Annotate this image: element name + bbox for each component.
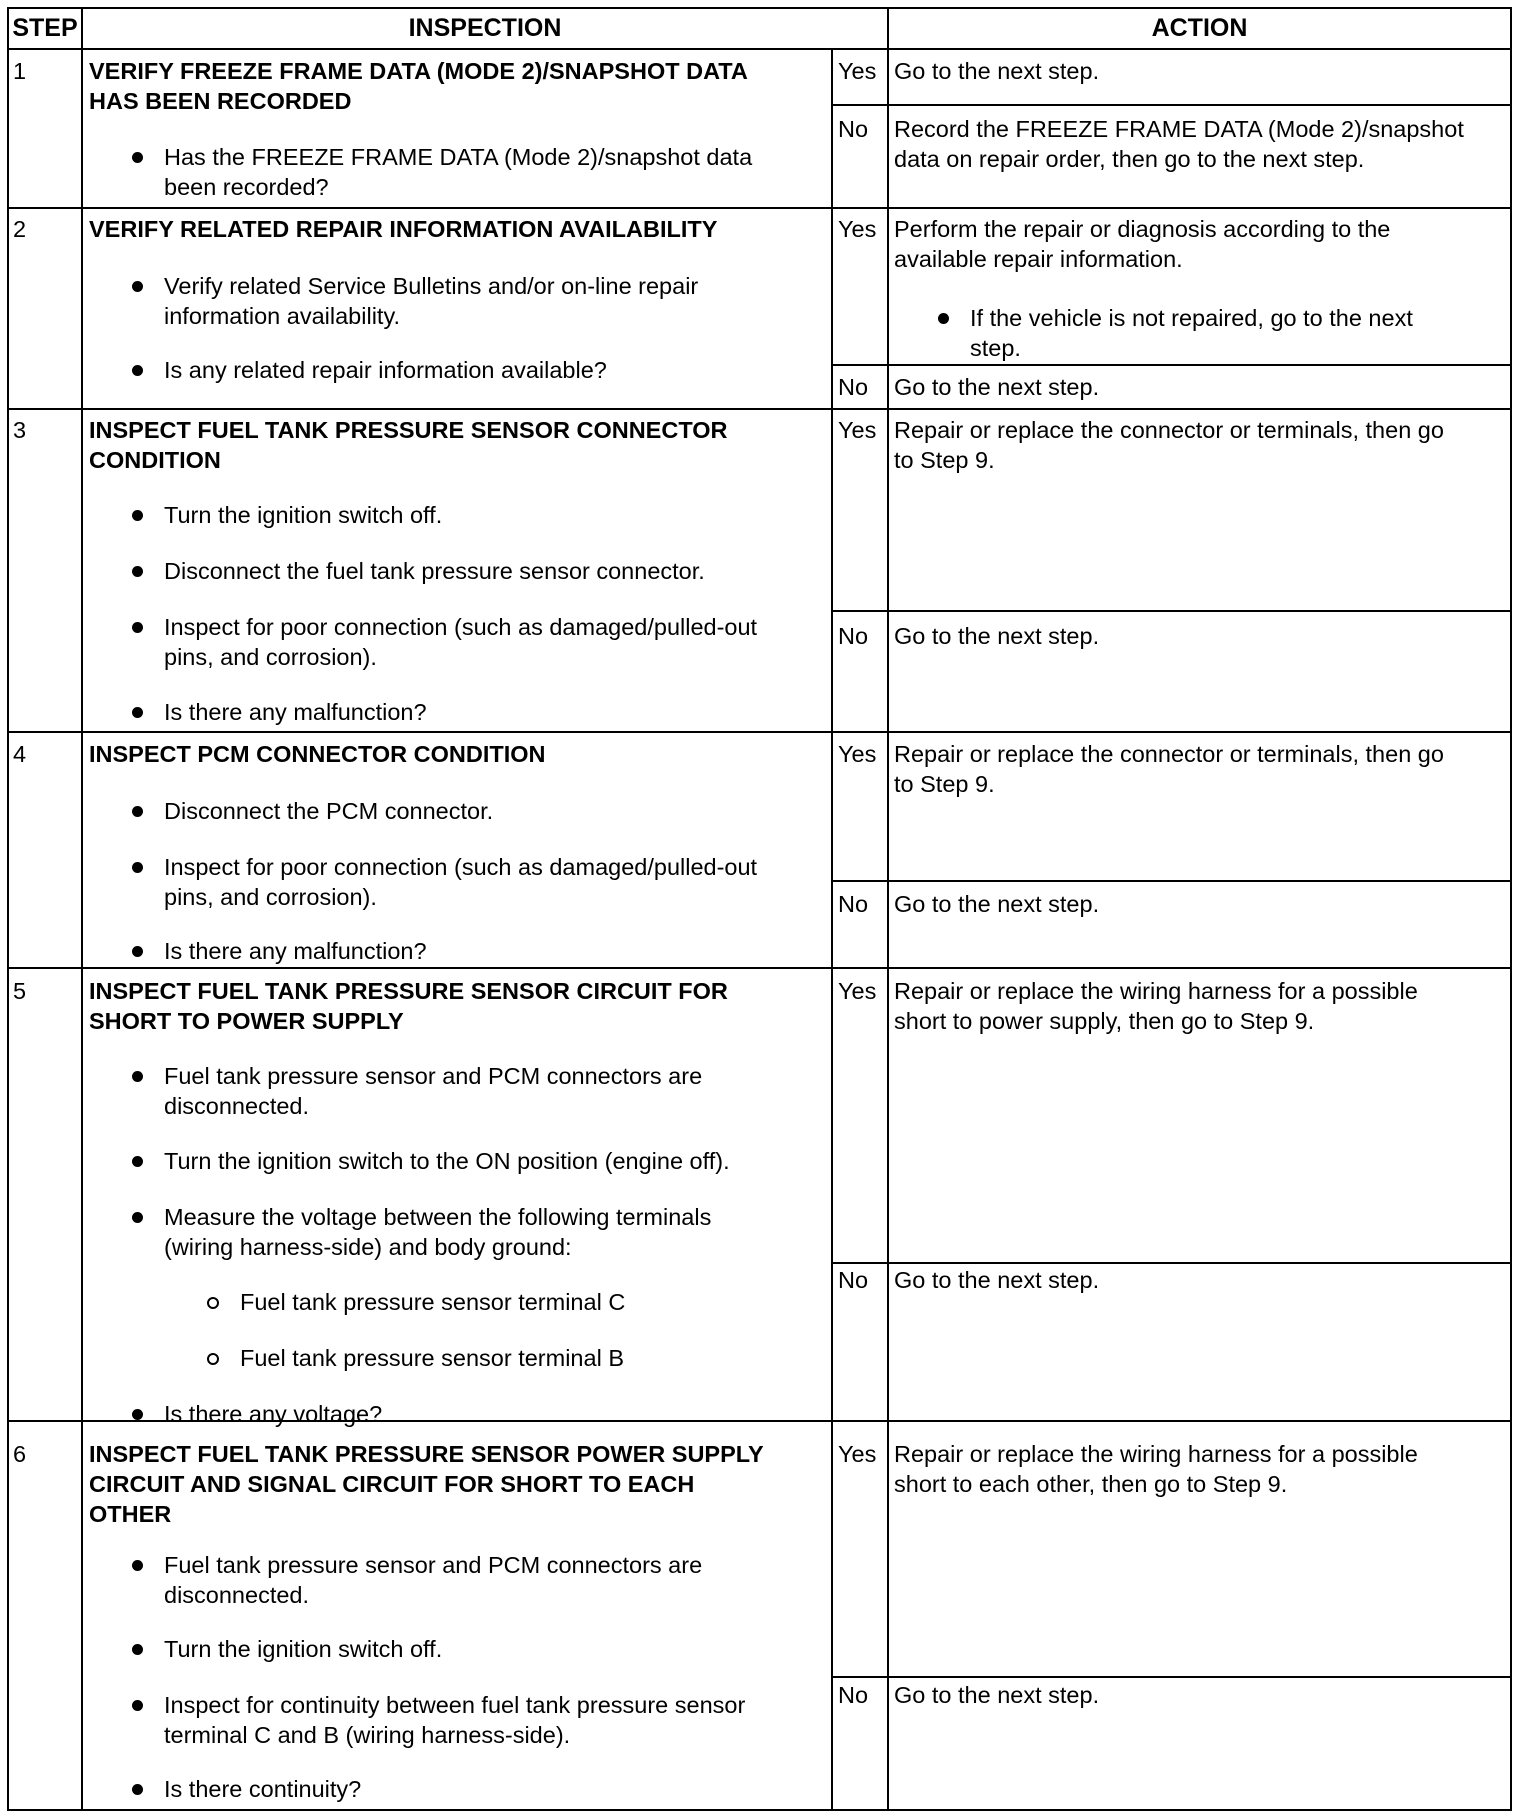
bullet-text: Is there any malfunction? <box>164 938 427 964</box>
bullet-text: pins, and corrosion). <box>164 884 377 910</box>
yes-no-divider <box>831 104 1512 106</box>
yes-action-text: short to each other, then go to Step 9. <box>894 1471 1288 1497</box>
yes-action-text: to Step 9. <box>894 771 995 797</box>
bullet-text: Is there any voltage? <box>164 1401 383 1427</box>
bullet-text: Inspect for poor connection (such as damaged/pulled-out <box>164 854 758 880</box>
step-title: CIRCUIT AND SIGNAL CIRCUIT FOR SHORT TO EACH <box>89 1471 695 1497</box>
bullet-text: Inspect for continuity between fuel tank pressure sensor <box>164 1692 746 1718</box>
bullet-icon <box>132 1409 143 1420</box>
yes-action-text: available repair information. <box>894 246 1183 272</box>
bullet-icon <box>132 806 143 817</box>
bullet-text: Disconnect the fuel tank pressure sensor connector. <box>164 558 705 584</box>
yes-no-divider <box>831 610 1512 612</box>
row-divider <box>7 731 1512 733</box>
yes-label: Yes <box>838 58 877 84</box>
row-divider <box>7 967 1512 969</box>
bullet-text: Is there any malfunction? <box>164 699 427 725</box>
bullet-text: Turn the ignition switch to the ON position (engine off). <box>164 1148 730 1174</box>
step-number: 1 <box>13 58 27 84</box>
bullet-text: (wiring harness-side) and body ground: <box>164 1234 572 1260</box>
bullet-icon <box>132 707 143 718</box>
column-divider-yesno <box>831 48 833 1811</box>
bullet-icon <box>132 862 143 873</box>
yes-no-divider <box>831 364 1512 366</box>
bullet-icon <box>132 622 143 633</box>
step-title: CONDITION <box>89 447 221 473</box>
header-action: ACTION <box>1151 13 1248 42</box>
yes-no-divider <box>831 880 1512 882</box>
bullet-text: Disconnect the PCM connector. <box>164 798 494 824</box>
yes-no-divider <box>831 1676 1512 1678</box>
yes-action-text: Repair or replace the wiring harness for a possible <box>894 978 1418 1004</box>
no-action-text: data on repair order, then go to the next step. <box>894 146 1365 172</box>
header-inspection: INSPECTION <box>408 13 562 42</box>
bullet-text: Has the FREEZE FRAME DATA (Mode 2)/snapshot data <box>164 144 753 170</box>
bullet-text: Inspect for poor connection (such as damaged/pulled-out <box>164 614 758 640</box>
step-title: INSPECT PCM CONNECTOR CONDITION <box>89 741 546 767</box>
no-action-text: Go to the next step. <box>894 374 1100 400</box>
bullet-icon <box>938 313 949 324</box>
bullet-text: Turn the ignition switch off. <box>164 502 443 528</box>
bullet-icon <box>132 1156 143 1167</box>
sub-bullet-icon <box>207 1297 219 1309</box>
yes-label: Yes <box>838 417 877 443</box>
bullet-text: Measure the voltage between the following terminals <box>164 1204 712 1230</box>
no-label: No <box>838 1682 869 1708</box>
step-title: INSPECT FUEL TANK PRESSURE SENSOR POWER SUPPLY <box>89 1441 764 1467</box>
row-divider <box>7 207 1512 209</box>
bullet-icon <box>132 566 143 577</box>
bullet-text: Turn the ignition switch off. <box>164 1636 443 1662</box>
row-divider <box>7 408 1512 410</box>
sub-bullet-text: Fuel tank pressure sensor terminal B <box>240 1345 624 1371</box>
bullet-text: disconnected. <box>164 1093 310 1119</box>
step-number: 4 <box>13 741 27 767</box>
step-number: 5 <box>13 978 27 1004</box>
column-divider-action <box>887 7 889 1811</box>
bullet-text: information availability. <box>164 303 400 329</box>
bullet-icon <box>132 281 143 292</box>
no-action-text: Go to the next step. <box>894 623 1100 649</box>
yes-action-text: Perform the repair or diagnosis according to the <box>894 216 1391 242</box>
no-label: No <box>838 116 869 142</box>
bullet-text: pins, and corrosion). <box>164 644 377 670</box>
bullet-text: Verify related Service Bulletins and/or on-line repair <box>164 273 699 299</box>
bullet-icon <box>132 510 143 521</box>
no-action-text: Record the FREEZE FRAME DATA (Mode 2)/snapshot <box>894 116 1464 142</box>
yes-action-text: Go to the next step. <box>894 58 1100 84</box>
header-divider <box>7 48 1512 50</box>
step-number: 6 <box>13 1441 27 1467</box>
yes-label: Yes <box>838 978 877 1004</box>
column-divider-step <box>81 7 83 1811</box>
step-title: HAS BEEN RECORDED <box>89 88 352 114</box>
no-label: No <box>838 891 869 917</box>
yes-label: Yes <box>838 216 877 242</box>
bullet-icon <box>132 1644 143 1655</box>
bullet-text: Fuel tank pressure sensor and PCM connectors are <box>164 1552 703 1578</box>
header-step: STEP <box>12 13 78 42</box>
sub-bullet-icon <box>207 1353 219 1365</box>
step-title: INSPECT FUEL TANK PRESSURE SENSOR CONNECTOR <box>89 417 728 443</box>
no-action-text: Go to the next step. <box>894 1267 1100 1293</box>
yes-label: Yes <box>838 741 877 767</box>
yes-no-divider <box>831 1262 1512 1264</box>
no-action-text: Go to the next step. <box>894 891 1100 917</box>
bullet-icon <box>132 946 143 957</box>
no-label: No <box>838 374 869 400</box>
bullet-text: been recorded? <box>164 174 329 200</box>
yes-action-text: short to power supply, then go to Step 9. <box>894 1008 1315 1034</box>
step-title: INSPECT FUEL TANK PRESSURE SENSOR CIRCUIT FOR <box>89 978 728 1004</box>
bullet-icon <box>132 1700 143 1711</box>
bullet-icon <box>132 1784 143 1795</box>
no-label: No <box>838 1267 869 1293</box>
bullet-text: disconnected. <box>164 1582 310 1608</box>
step-title: VERIFY RELATED REPAIR INFORMATION AVAILABILITY <box>89 216 718 242</box>
yes-action-text: Repair or replace the connector or terminals, then go <box>894 417 1444 443</box>
yes-action-text: Repair or replace the wiring harness for a possible <box>894 1441 1418 1467</box>
bullet-icon <box>132 1560 143 1571</box>
no-label: No <box>838 623 869 649</box>
sub-bullet-text: Fuel tank pressure sensor terminal C <box>240 1289 626 1315</box>
yes-action-bullet-text: step. <box>970 335 1021 361</box>
yes-action-text: Repair or replace the connector or terminals, then go <box>894 741 1444 767</box>
step-title: SHORT TO POWER SUPPLY <box>89 1008 404 1034</box>
yes-label: Yes <box>838 1441 877 1467</box>
bullet-text: Fuel tank pressure sensor and PCM connectors are <box>164 1063 703 1089</box>
yes-action-bullet-text: If the vehicle is not repaired, go to the next <box>970 305 1413 331</box>
step-title: VERIFY FREEZE FRAME DATA (MODE 2)/SNAPSHOT DATA <box>89 58 748 84</box>
bullet-icon <box>132 365 143 376</box>
bullet-icon <box>132 1071 143 1082</box>
bullet-text: terminal C and B (wiring harness-side). <box>164 1722 571 1748</box>
step-number: 3 <box>13 417 27 443</box>
bullet-icon <box>132 1212 143 1223</box>
bullet-icon <box>132 152 143 163</box>
yes-action-text: to Step 9. <box>894 447 995 473</box>
bullet-text: Is any related repair information available? <box>164 357 607 383</box>
bullet-text: Is there continuity? <box>164 1776 362 1802</box>
no-action-text: Go to the next step. <box>894 1682 1100 1708</box>
step-number: 2 <box>13 216 27 242</box>
step-title: OTHER <box>89 1501 172 1527</box>
